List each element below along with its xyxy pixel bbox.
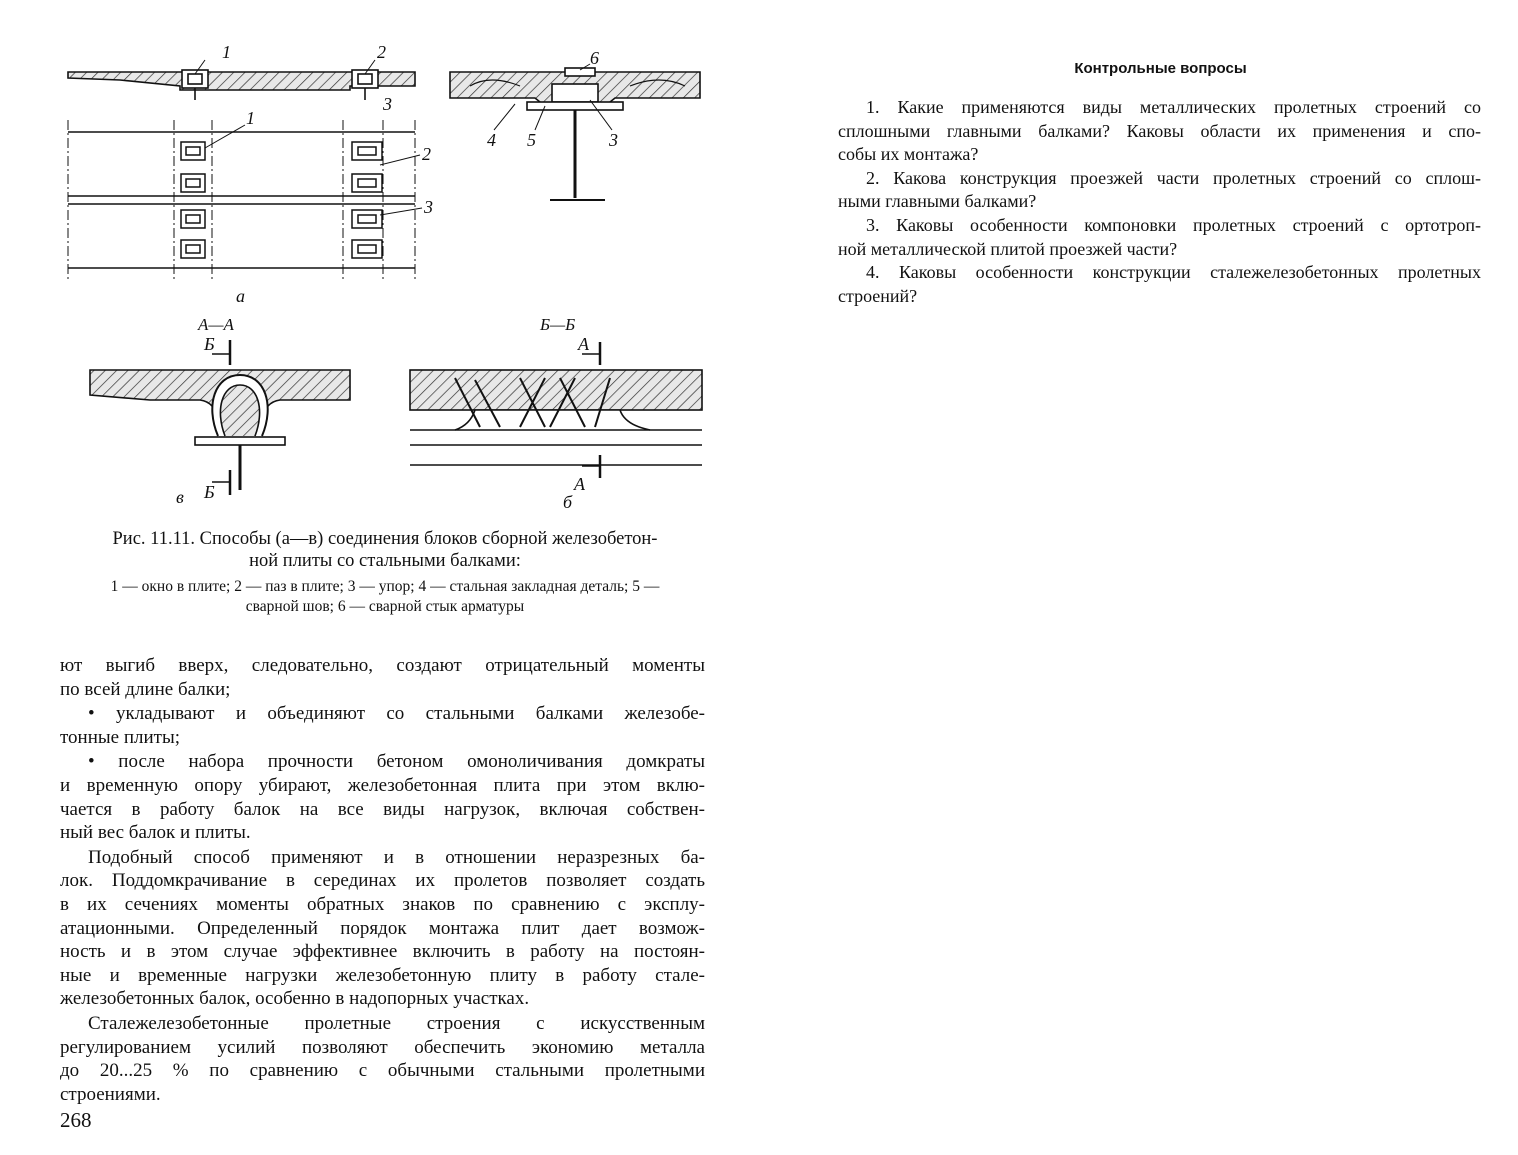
text-line: • укладывают и объединяют со стальными балками железобе-: [88, 703, 705, 725]
text-line: и временную опору убирают, железобетонная плита при этом вклю-: [60, 774, 705, 796]
caption-line: Рис. 11.11. Способы (а—в) соединения блоков сборной железобетон-: [112, 529, 658, 549]
text-line: ные и временные нагрузки железобетонную плиту в работу стале-: [60, 964, 705, 986]
section-bb-cut-top: А: [578, 334, 589, 354]
figure-caption: [60, 528, 710, 572]
text-line: строениями.: [60, 1083, 161, 1105]
text-line: ный вес балок и плиты.: [60, 822, 251, 844]
question-item: [838, 261, 1481, 308]
text-line: Подобный способ применяют и в отношении неразрезных ба-: [88, 846, 705, 868]
label-plan-1: 1: [246, 108, 255, 128]
question-item: [838, 96, 1481, 167]
label-3: 3: [383, 94, 392, 114]
label-3-detail: 3: [609, 130, 618, 150]
text-line: ность и в этом случае эффективнее включить в работу на постоян-: [60, 941, 705, 963]
label-a: а: [236, 286, 245, 306]
left-page-body: [60, 654, 705, 1106]
legend-line: 1 — окно в плите; 2 — паз в плите; 3 — упор; 4 — стальная закладная деталь; 5 —: [110, 578, 660, 595]
paragraph: [60, 1012, 705, 1106]
diagram-a-plan: [68, 120, 422, 280]
label-5: 5: [527, 130, 536, 150]
text-line: 4. Каковы особенности конструкции сталежелезобетонных пролетных: [866, 262, 1481, 283]
section-aa-cut-bottom: Б: [204, 482, 215, 502]
diagram-a-profile: [68, 60, 415, 100]
text-line: в их сечениях моменты обратных знаков по сравнению с эксплу-: [60, 893, 705, 915]
label-4: 4: [487, 130, 496, 150]
paragraph: [60, 846, 705, 1011]
page-number: 268: [60, 1108, 92, 1132]
caption-line: ной плиты со стальными балками:: [249, 551, 521, 571]
text-line: до 20...25 % по сравнению с обычными стальными пролетными: [60, 1060, 705, 1082]
text-line: 3. Каковы особенности компоновки пролетных строений с ортотроп-: [866, 214, 1481, 235]
text-line: собы их монтажа?: [838, 144, 979, 165]
text-line: ной металлической плитой проезжей части?: [838, 238, 1178, 259]
text-line: Сталежелезобетонные пролетные строения с искусственным: [88, 1012, 705, 1034]
text-line: регулированием усилий позволяют обеспечить экономию металла: [60, 1036, 705, 1058]
text-line: ными главными балками?: [838, 191, 1037, 212]
label-2: 2: [377, 42, 386, 62]
text-line: атационными. Определенный порядок монтажа плит дает возмож-: [60, 917, 705, 939]
question-item: [838, 214, 1481, 261]
bullet-item: [60, 750, 705, 844]
section-aa-cut-top: Б: [204, 334, 215, 354]
text-line: ют выгиб вверх, следовательно, создают отрицательный моменты: [60, 655, 705, 676]
label-plan-3: 3: [424, 197, 433, 217]
text-line: лок. Поддомкрачивание в серединах их пролетов позволяет создать: [60, 870, 705, 892]
section-heading: Контрольные вопросы: [1074, 60, 1247, 77]
paragraph: [60, 654, 705, 701]
text-line: тонные плиты;: [60, 726, 181, 748]
text-line: строений?: [838, 285, 918, 306]
text-line: сплошными главными балками? Каковы области их применения и спо-: [838, 120, 1481, 141]
label-plan-2: 2: [422, 144, 431, 164]
text-line: железобетонных балок, особенно в надопорных участках.: [60, 988, 530, 1010]
label-b: б: [563, 492, 573, 512]
figure-legend: [60, 577, 710, 617]
section-bb-title: Б—Б: [540, 315, 576, 334]
section-bb-cut-bottom: А: [574, 474, 585, 494]
diagram-section-aa: [90, 340, 350, 495]
text-line: чается в работу балок на все виды нагрузок, включая собствен-: [60, 798, 705, 820]
label-1: 1: [222, 42, 231, 62]
text-line: 1. Какие применяются виды металлических пролетных строений со: [866, 97, 1481, 117]
section-aa-title: А—А: [198, 315, 234, 334]
questions-list: [838, 96, 1481, 308]
diagram-section-bb: [410, 342, 702, 478]
legend-line: сварной шов; 6 — сварной стык арматуры: [245, 598, 525, 615]
bullet-item: [60, 702, 705, 749]
label-v: в: [176, 487, 184, 507]
question-item: [838, 167, 1481, 214]
text-line: 2. Какова конструкция проезжей части пролетных строений со сплош-: [866, 167, 1481, 188]
label-6: 6: [590, 48, 599, 68]
text-line: • после набора прочности бетоном омоноличивания домкраты: [88, 751, 705, 773]
text-line: по всей длине балки;: [60, 678, 231, 700]
